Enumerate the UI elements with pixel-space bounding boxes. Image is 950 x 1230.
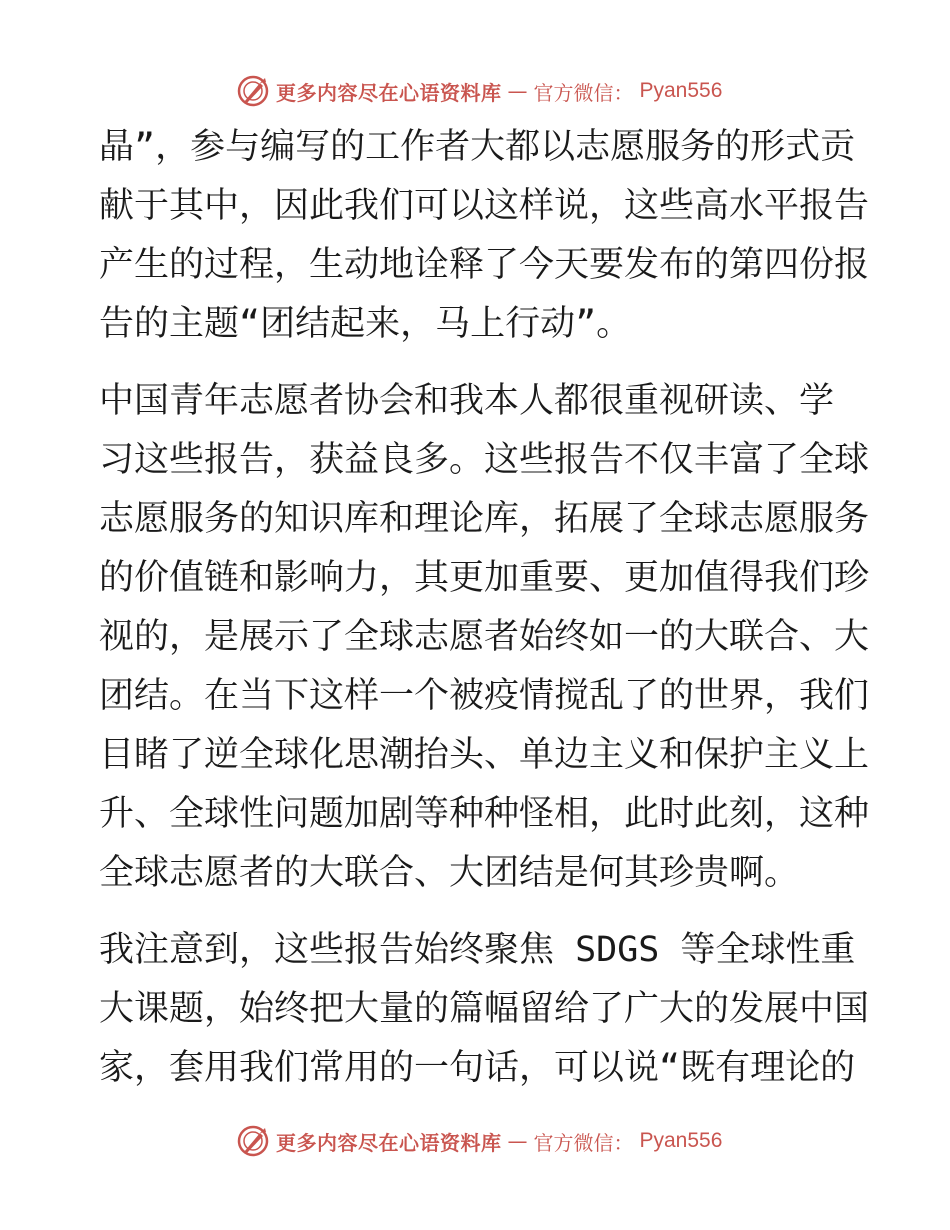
text-line: 志愿服务的知识库和理论库，拓展了全球志愿服务 — [99, 499, 870, 539]
paragraph-2 — [99, 372, 870, 903]
text-line: 中国青年志愿者协会和我本人都很重视研读、学 — [99, 381, 835, 421]
watermark-banner-bottom — [236, 1123, 722, 1159]
text-line: 视的，是展示了全球志愿者始终如一的大联合、大 — [99, 617, 870, 657]
text-line: 晶”，参与编写的工作者大都以志愿服务的形式贡 — [99, 127, 856, 167]
text-line: 产生的过程，生动地诠释了今天要发布的第四份报 — [99, 245, 870, 285]
quill-pen-logo-icon — [236, 1124, 270, 1158]
watermark-wechat-label: 官方微信： — [533, 1130, 634, 1155]
text-line: 大课题，始终把大量的篇幅留给了广大的发展中国 — [99, 989, 870, 1029]
text-line: 的价值链和影响力，其更加重要、更加值得我们珍 — [99, 558, 870, 598]
paragraph-gap — [99, 903, 859, 921]
watermark-wechat-id: Pyan556 — [639, 79, 723, 102]
text-line: 献于其中，因此我们可以这样说，这些高水平报告 — [99, 186, 870, 226]
watermark-dash: — — [507, 1129, 528, 1153]
text-line: 全球志愿者的大联合、大团结是何其珍贵啊。 — [99, 853, 800, 893]
text-line: 升、全球性问题加剧等种种怪相，此时此刻，这种 — [99, 794, 870, 834]
paragraph-3 — [99, 921, 870, 1098]
text-line: 我注意到，这些报告始终聚焦 SDGS 等全球性重 — [99, 930, 856, 970]
document-body — [99, 118, 870, 1098]
text-line: 告的主题“团结起来，马上行动”。 — [99, 304, 632, 344]
text-line: 团结。在当下这样一个被疫情搅乱了的世界，我们 — [99, 676, 870, 716]
text-line: 习这些报告，获益良多。这些报告不仅丰富了全球 — [99, 440, 870, 480]
watermark-text: 更多内容尽在心语资料库 — [276, 80, 502, 105]
paragraph-gap — [99, 354, 859, 372]
watermark-dash: — — [507, 79, 528, 103]
quill-pen-logo-icon — [236, 74, 270, 108]
watermark-wechat-label: 官方微信： — [533, 80, 634, 105]
watermark-text: 更多内容尽在心语资料库 — [276, 1130, 502, 1155]
watermark-wechat-id: Pyan556 — [639, 1129, 723, 1152]
text-line: 目睹了逆全球化思潮抬头、单边主义和保护主义上 — [99, 735, 870, 775]
paragraph-1 — [99, 118, 870, 354]
text-line: 家，套用我们常用的一句话，可以说“既有理论的 — [99, 1048, 856, 1088]
watermark-banner-top — [236, 73, 722, 109]
